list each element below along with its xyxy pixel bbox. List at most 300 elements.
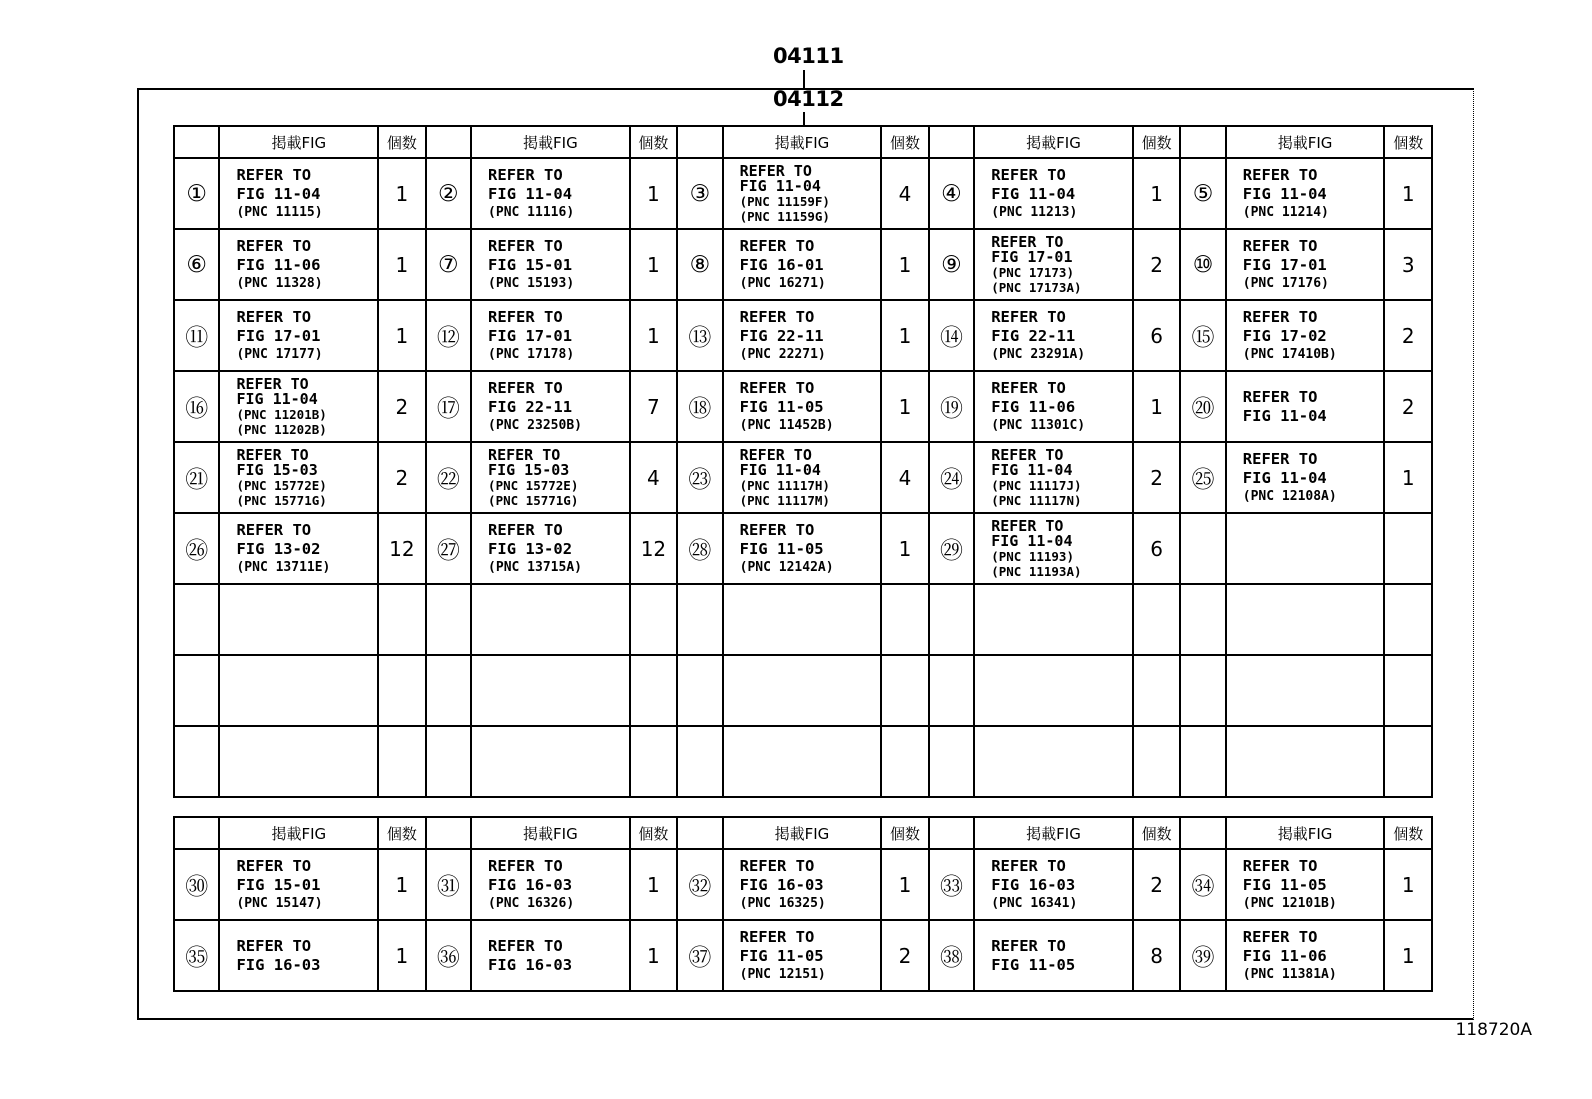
header-fig-cell: 掲載FIG: [219, 126, 378, 158]
reference-cell: [974, 920, 1133, 991]
reference-cell: [471, 584, 630, 655]
pnc-code: (PNC 12101B): [1242, 896, 1337, 911]
ref-label-04111: 04111: [773, 44, 844, 68]
pnc-code: (PNC 11452B): [739, 418, 834, 433]
quantity-cell: [378, 726, 425, 797]
refer-to-text: REFER TO: [1242, 857, 1318, 875]
pnc-code: (PNC 16341): [991, 896, 1078, 911]
reference-cell: [1226, 300, 1385, 371]
pnc-code: (PNC 23250B): [488, 418, 582, 433]
pnc-code: (PNC 11159F): [739, 193, 830, 209]
item-number: ㊴: [1180, 920, 1225, 991]
header-blank-cell: [929, 817, 974, 849]
quantity-cell: 2: [378, 371, 425, 442]
item-number: ⑤: [1180, 158, 1225, 229]
reference-cell: [471, 229, 630, 300]
fig-reference: FIG 22-11: [739, 327, 824, 345]
fig-reference: FIG 13-02: [236, 540, 321, 558]
reference-cell: [471, 849, 630, 920]
item-number: ⑧: [677, 229, 722, 300]
quantity-cell: 1: [881, 300, 928, 371]
refer-to-text: REFER TO: [1242, 928, 1318, 946]
reference-cell: [974, 371, 1133, 442]
reference-cell: [471, 158, 630, 229]
pnc-code: (PNC 11201B): [236, 406, 327, 422]
quantity-cell: 1: [630, 920, 677, 991]
refer-to-text: REFER TO: [236, 857, 312, 875]
quantity-cell: 1: [881, 229, 928, 300]
fig-reference: FIG 15-01: [236, 876, 321, 894]
header-qty-cell: 個数: [378, 126, 425, 158]
fig-reference: FIG 11-04: [991, 531, 1073, 550]
reference-cell: [974, 655, 1133, 726]
quantity-cell: [630, 655, 677, 726]
header-qty-cell: 個数: [378, 817, 425, 849]
refer-to-text: REFER TO: [991, 516, 1064, 535]
reference-cell: [471, 655, 630, 726]
reference-cell: [1226, 655, 1385, 726]
fig-reference: FIG 11-04: [739, 460, 821, 479]
table-row: [174, 584, 1432, 655]
item-number: [174, 726, 219, 797]
reference-cell: [1226, 513, 1385, 584]
pnc-code: (PNC 17176): [1242, 276, 1329, 291]
header-fig-cell: 掲載FIG: [723, 126, 882, 158]
item-number: ⑥: [174, 229, 219, 300]
quantity-cell: 1: [1133, 158, 1180, 229]
fig-reference: FIG 11-05: [1242, 876, 1327, 894]
pnc-code: (PNC 22271): [739, 347, 826, 362]
pnc-code: (PNC 11117J): [991, 477, 1082, 493]
item-number: ⑰: [426, 371, 471, 442]
refer-to-text: REFER TO: [488, 379, 563, 397]
reference-cell: [219, 513, 378, 584]
reference-cell: [974, 442, 1133, 513]
pnc-code: (PNC 11328): [236, 276, 323, 291]
item-number: ㉖: [174, 513, 219, 584]
pnc-code: (PNC 15147): [236, 896, 323, 911]
quantity-cell: 1: [630, 229, 677, 300]
reference-cell: [471, 300, 630, 371]
item-number: ㊲: [677, 920, 722, 991]
reference-cell: [219, 726, 378, 797]
quantity-cell: [1384, 655, 1432, 726]
fig-reference: FIG 13-02: [488, 540, 573, 558]
item-number: [677, 726, 722, 797]
fig-reference: FIG 16-03: [739, 876, 824, 894]
fig-reference: FIG 11-06: [1242, 947, 1327, 965]
quantity-cell: 1: [881, 849, 928, 920]
reference-cell: [219, 849, 378, 920]
pnc-code: (PNC 11117N): [991, 492, 1082, 508]
quantity-cell: 1: [1133, 371, 1180, 442]
header-fig-cell: 掲載FIG: [471, 817, 630, 849]
item-number: ⑫: [426, 300, 471, 371]
pnc-code: (PNC 11193): [991, 548, 1074, 564]
header-fig-cell: 掲載FIG: [471, 126, 630, 158]
pnc-code: (PNC 13715A): [488, 560, 582, 575]
refer-to-text: REFER TO: [236, 237, 312, 255]
pnc-code: (PNC 17410B): [1242, 347, 1337, 362]
reference-cell: [219, 158, 378, 229]
refer-to-text: REFER TO: [488, 521, 563, 539]
pnc-code: (PNC 12151): [739, 967, 826, 982]
reference-cell: [471, 442, 630, 513]
pnc-code: (PNC 11117H): [739, 477, 830, 493]
reference-cell: [219, 920, 378, 991]
table-row: [174, 371, 1432, 442]
refer-to-text: REFER TO: [1242, 308, 1318, 326]
item-number: ⑯: [174, 371, 219, 442]
fig-reference: FIG 11-04: [991, 460, 1073, 479]
pnc-code: (PNC 16271): [739, 276, 826, 291]
fig-reference: FIG 16-03: [488, 955, 573, 974]
item-number: [929, 655, 974, 726]
item-number: [1180, 655, 1225, 726]
fig-reference: FIG 22-11: [991, 327, 1076, 345]
reference-cell: [723, 920, 882, 991]
reference-cell: [219, 655, 378, 726]
pnc-code: (PNC 15772E): [236, 477, 327, 493]
refer-to-text: REFER TO: [1242, 450, 1318, 468]
ref-label-04112: 04112: [773, 87, 844, 111]
item-number: ㉗: [426, 513, 471, 584]
reference-cell: [1226, 371, 1385, 442]
fig-reference: FIG 11-04: [1242, 469, 1327, 487]
fig-reference: FIG 11-04: [236, 185, 321, 203]
item-number: ②: [426, 158, 471, 229]
pnc-code: (PNC 11117M): [739, 492, 830, 508]
reference-cell: [723, 726, 882, 797]
reference-cell: [1226, 920, 1385, 991]
quantity-cell: [1384, 513, 1432, 584]
item-number: [426, 584, 471, 655]
quantity-cell: 4: [881, 442, 928, 513]
item-number: ⑳: [1180, 371, 1225, 442]
reference-cell: [723, 158, 882, 229]
quantity-cell: 2: [1133, 442, 1180, 513]
quantity-cell: [378, 655, 425, 726]
refer-to-text: REFER TO: [488, 308, 563, 326]
fig-reference: FIG 11-04: [1242, 185, 1327, 203]
pnc-code: (PNC 16325): [739, 896, 826, 911]
header-fig-cell: 掲載FIG: [974, 126, 1133, 158]
pnc-code: (PNC 11159G): [739, 208, 830, 224]
quantity-cell: [1133, 726, 1180, 797]
quantity-cell: [1384, 584, 1432, 655]
refer-to-text: REFER TO: [488, 445, 561, 464]
item-number: ⑮: [1180, 300, 1225, 371]
reference-cell: [1226, 726, 1385, 797]
refer-to-text: REFER TO: [991, 308, 1066, 326]
table-row: [174, 300, 1432, 371]
item-number: ㉚: [174, 849, 219, 920]
pnc-code: (PNC 11301C): [991, 418, 1086, 433]
header-qty-cell: 個数: [881, 126, 928, 158]
quantity-cell: 1: [630, 849, 677, 920]
quantity-cell: 1: [1384, 442, 1432, 513]
refer-to-text: REFER TO: [236, 521, 312, 539]
quantity-cell: [378, 584, 425, 655]
refer-to-text: REFER TO: [739, 308, 815, 326]
refer-to-text: REFER TO: [739, 379, 815, 397]
item-number: [677, 655, 722, 726]
pnc-code: (PNC 12142A): [739, 560, 834, 575]
reference-cell: [723, 513, 882, 584]
quantity-cell: 3: [1384, 229, 1432, 300]
quantity-cell: [881, 726, 928, 797]
fig-reference: FIG 11-05: [739, 540, 824, 558]
refer-to-text: REFER TO: [1242, 237, 1318, 255]
fig-reference: FIG 11-05: [991, 955, 1076, 974]
header-blank-cell: [426, 126, 471, 158]
refer-to-text: REFER TO: [739, 445, 812, 464]
quantity-cell: 6: [1133, 300, 1180, 371]
header-blank-cell: [677, 817, 722, 849]
refer-to-text: REFER TO: [739, 521, 815, 539]
item-number: ㉘: [677, 513, 722, 584]
fig-reference: FIG 17-01: [1242, 256, 1327, 274]
quantity-cell: [1384, 726, 1432, 797]
refer-to-text: REFER TO: [739, 857, 815, 875]
header-blank-cell: [426, 817, 471, 849]
reference-cell: [723, 655, 882, 726]
refer-to-text: REFER TO: [236, 374, 309, 393]
reference-cell: [974, 513, 1133, 584]
refer-to-text: REFER TO: [991, 379, 1066, 397]
reference-cell: [974, 849, 1133, 920]
pnc-code: (PNC 11381A): [1242, 967, 1337, 982]
item-number: ⑨: [929, 229, 974, 300]
pnc-code: (PNC 23291A): [991, 347, 1086, 362]
item-number: [1180, 513, 1225, 584]
quantity-cell: 1: [378, 849, 425, 920]
item-number: [426, 726, 471, 797]
header-blank-cell: [174, 126, 219, 158]
pnc-code: (PNC 11214): [1242, 205, 1329, 220]
reference-cell: [974, 158, 1133, 229]
quantity-cell: 1: [1384, 158, 1432, 229]
reference-cell: [471, 371, 630, 442]
refer-to-text: REFER TO: [488, 857, 563, 875]
quantity-cell: 2: [378, 442, 425, 513]
refer-to-text: REFER TO: [488, 936, 563, 955]
fig-reference: FIG 16-03: [236, 955, 321, 974]
fig-reference: FIG 11-04: [236, 389, 318, 408]
header-fig-cell: 掲載FIG: [723, 817, 882, 849]
pnc-code: (PNC 11202B): [236, 421, 327, 437]
quantity-cell: 2: [881, 920, 928, 991]
item-number: ㉞: [1180, 849, 1225, 920]
header-qty-cell: 個数: [1384, 817, 1432, 849]
quantity-cell: 2: [1384, 371, 1432, 442]
fig-reference: FIG 17-02: [1242, 327, 1327, 345]
quantity-cell: 2: [1133, 849, 1180, 920]
quantity-cell: 1: [378, 229, 425, 300]
reference-cell: [1226, 158, 1385, 229]
table-row: [174, 442, 1432, 513]
pnc-code: (PNC 15771G): [488, 492, 579, 508]
table-header-row: [174, 126, 1432, 158]
refer-to-text: REFER TO: [488, 166, 563, 184]
table-header-row: [174, 817, 1432, 849]
reference-cell: [723, 229, 882, 300]
fig-reference: FIG 11-06: [991, 398, 1076, 416]
reference-cell: [471, 726, 630, 797]
pnc-code: (PNC 17173): [991, 264, 1074, 280]
pnc-code: (PNC 12108A): [1242, 489, 1337, 504]
header-fig-cell: 掲載FIG: [219, 817, 378, 849]
header-qty-cell: 個数: [1384, 126, 1432, 158]
refer-to-text: REFER TO: [739, 928, 815, 946]
refer-to-text: REFER TO: [739, 161, 812, 180]
reference-cell: [471, 513, 630, 584]
header-blank-cell: [1180, 126, 1225, 158]
reference-cell: [723, 371, 882, 442]
fig-reference: FIG 17-01: [991, 247, 1073, 266]
quantity-cell: 1: [378, 300, 425, 371]
item-number: [677, 584, 722, 655]
quantity-cell: [1133, 584, 1180, 655]
reference-cell: [219, 584, 378, 655]
fig-reference: FIG 11-04: [739, 176, 821, 195]
header-blank-cell: [677, 126, 722, 158]
quantity-cell: 1: [630, 300, 677, 371]
fig-reference: FIG 17-01: [236, 327, 321, 345]
refer-to-text: REFER TO: [991, 232, 1064, 251]
fig-reference: FIG 11-04: [991, 185, 1076, 203]
leader-line-04111: [803, 70, 805, 88]
refer-to-text: REFER TO: [739, 237, 815, 255]
header-qty-cell: 個数: [630, 126, 677, 158]
fig-reference: FIG 11-05: [739, 947, 824, 965]
quantity-cell: [881, 655, 928, 726]
reference-cell: [1226, 849, 1385, 920]
table-row: [174, 513, 1432, 584]
refer-to-text: REFER TO: [1242, 166, 1318, 184]
header-blank-cell: [174, 817, 219, 849]
pnc-code: (PNC 11115): [236, 205, 323, 220]
item-number: ㉒: [426, 442, 471, 513]
parts-table-bottom: [173, 816, 1433, 992]
header-qty-cell: 個数: [630, 817, 677, 849]
refer-to-text: REFER TO: [236, 936, 312, 955]
header-fig-cell: 掲載FIG: [1226, 817, 1385, 849]
item-number: ①: [174, 158, 219, 229]
item-number: [1180, 584, 1225, 655]
table-row: [174, 849, 1432, 920]
item-number: ㉝: [929, 849, 974, 920]
pnc-code: (PNC 13711E): [236, 560, 331, 575]
table-row: [174, 655, 1432, 726]
fig-reference: FIG 11-06: [236, 256, 321, 274]
quantity-cell: 2: [1384, 300, 1432, 371]
quantity-cell: 2: [1133, 229, 1180, 300]
fig-reference: FIG 16-03: [488, 876, 573, 894]
item-number: [174, 655, 219, 726]
item-number: ⑱: [677, 371, 722, 442]
pnc-code: (PNC 15771G): [236, 492, 327, 508]
quantity-cell: 1: [1384, 849, 1432, 920]
pnc-code: (PNC 11116): [488, 205, 575, 220]
quantity-cell: [881, 584, 928, 655]
quantity-cell: 12: [630, 513, 677, 584]
fig-reference: FIG 22-11: [488, 398, 573, 416]
pnc-code: (PNC 17177): [236, 347, 323, 362]
item-number: ⑦: [426, 229, 471, 300]
header-blank-cell: [1180, 817, 1225, 849]
item-number: ㉙: [929, 513, 974, 584]
item-number: ㊱: [426, 920, 471, 991]
quantity-cell: [1133, 655, 1180, 726]
reference-cell: [1226, 229, 1385, 300]
header-blank-cell: [929, 126, 974, 158]
header-fig-cell: 掲載FIG: [1226, 126, 1385, 158]
item-number: ⑪: [174, 300, 219, 371]
header-qty-cell: 個数: [881, 817, 928, 849]
fig-reference: FIG 15-01: [488, 256, 573, 274]
fig-reference: FIG 11-04: [488, 185, 573, 203]
header-qty-cell: 個数: [1133, 817, 1180, 849]
fig-reference: FIG 17-01: [488, 327, 573, 345]
reference-cell: [219, 371, 378, 442]
refer-to-text: REFER TO: [991, 857, 1066, 875]
quantity-cell: 1: [881, 513, 928, 584]
reference-cell: [723, 584, 882, 655]
pnc-code: (PNC 17173A): [991, 279, 1082, 295]
fig-reference: FIG 11-04: [1242, 406, 1327, 425]
reference-cell: [974, 726, 1133, 797]
pnc-code: (PNC 15772E): [488, 477, 579, 493]
reference-cell: [219, 229, 378, 300]
reference-cell: [723, 442, 882, 513]
reference-cell: [974, 584, 1133, 655]
item-number: ⑩: [1180, 229, 1225, 300]
quantity-cell: 1: [630, 158, 677, 229]
item-number: ㉟: [174, 920, 219, 991]
refer-to-text: REFER TO: [991, 936, 1066, 955]
table-row: [174, 158, 1432, 229]
item-number: ⑭: [929, 300, 974, 371]
refer-to-text: REFER TO: [1242, 387, 1318, 406]
reference-cell: [723, 300, 882, 371]
pnc-code: (PNC 11193A): [991, 563, 1082, 579]
refer-to-text: REFER TO: [236, 166, 312, 184]
drawing-number: 118720A: [1455, 1020, 1532, 1040]
parts-table-top: [173, 125, 1433, 798]
item-number: ㉕: [1180, 442, 1225, 513]
item-number: ㉓: [677, 442, 722, 513]
item-number: ③: [677, 158, 722, 229]
quantity-cell: 8: [1133, 920, 1180, 991]
pnc-code: (PNC 15193): [488, 276, 575, 291]
item-number: ㉛: [426, 849, 471, 920]
item-number: [174, 584, 219, 655]
quantity-cell: 1: [378, 158, 425, 229]
refer-to-text: REFER TO: [991, 166, 1066, 184]
item-number: [1180, 726, 1225, 797]
fig-reference: FIG 15-03: [488, 460, 570, 479]
refer-to-text: REFER TO: [236, 445, 309, 464]
quantity-cell: 1: [881, 371, 928, 442]
quantity-cell: 4: [630, 442, 677, 513]
quantity-cell: 6: [1133, 513, 1180, 584]
reference-cell: [1226, 442, 1385, 513]
table-row: [174, 229, 1432, 300]
quantity-cell: 7: [630, 371, 677, 442]
refer-to-text: REFER TO: [991, 445, 1064, 464]
item-number: ㉜: [677, 849, 722, 920]
